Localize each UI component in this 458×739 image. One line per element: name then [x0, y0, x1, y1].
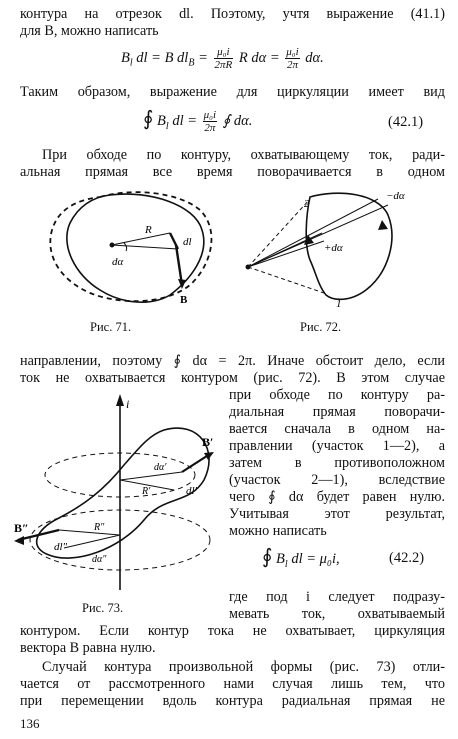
text-line-12: при перемещении вдоль контура радиальная прямая не: [20, 693, 445, 709]
text-line-5: альная прямая все время поворачивается в одном: [20, 164, 445, 180]
side-line-9: можно написать: [229, 523, 327, 539]
figure-72-caption: Рис. 72.: [300, 320, 342, 334]
fig72-label-2: 2: [304, 198, 310, 210]
side-line-6: (участок 2—1), вследствие: [229, 472, 445, 488]
side-line-4: правлении (участок 1—2), а: [229, 438, 445, 454]
text-line-2: для B, можно написать: [20, 23, 159, 39]
fig71-label-R: R: [145, 224, 152, 236]
fig72-label-minus-da: −dα: [386, 190, 405, 202]
side-line-8: Учитывая этот результат,: [229, 506, 445, 522]
side-line-5: затем в противоположном: [229, 455, 445, 471]
fig73-label-dl1: dl′: [186, 485, 197, 497]
fig73-label-B2: B″: [14, 521, 29, 535]
fig73-label-R1: R′: [142, 486, 151, 497]
equation-3-number: (42.2): [389, 550, 425, 566]
fig73-label-da1: dα′: [154, 462, 167, 473]
fig73-label-dl2: dl″: [54, 541, 68, 553]
fig71-label-da: dα: [112, 256, 124, 268]
equation-1: $B_l$ dl = B $dl_B$ = $\frac{\text{μ₀i}}{2\pi R}$ R dα = $\frac{\text{μ₀i}}{2\pi}$ dα.: [121, 46, 324, 71]
fig73-label-R2: R″: [94, 522, 105, 533]
side-line-11: мевать ток, охватываемый: [229, 606, 445, 622]
side-line-7: чего ∮ dα будет равен нулю.: [229, 489, 445, 505]
text-line-6: направлении, поэтому ∮ dα = 2π. Иначе обстоит дело, если: [20, 353, 445, 369]
figure-71-caption: Рис. 71.: [90, 320, 132, 334]
fig73-label-da2: dα″: [92, 554, 107, 565]
text-line-9: вектора B равна нулю.: [20, 640, 156, 656]
figure-72: [238, 185, 418, 315]
fig71-label-dl: dl: [183, 236, 192, 248]
equation-2: ∮ $B_l$ dl = $\frac{\text{μ₀i}}{2\pi}$ ∮ dα.: [143, 108, 253, 135]
text-line-11: чается от рассмотренного нами случая лишь тем, что: [20, 676, 445, 692]
fig71-label-B: B: [180, 294, 188, 306]
text-line-4: При обходе по контуру, охватывающему ток, ради-: [42, 147, 445, 163]
text-line-3: Таким образом, выражение для циркуляции имеет вид: [20, 84, 445, 100]
equation-2-number: (42.1): [388, 114, 424, 130]
figure-71: [40, 185, 240, 315]
text-line-8: контуром. Если контур тока не охватывает, циркуляция: [20, 623, 445, 639]
side-line-10: где под i следует подразу-: [229, 589, 445, 605]
fig72-label-1: 1: [336, 298, 342, 310]
text-line-10: Случай контура произвольной формы (рис. 73) отли-: [42, 659, 445, 675]
page-number: 136: [20, 716, 40, 731]
side-line-3: вается сначала в одном на-: [229, 421, 445, 437]
figure-73: [14, 390, 224, 595]
text-line-7: ток не охватывается контуром (рис. 72). В этом случае: [20, 370, 445, 386]
fig73-label-i: i: [126, 397, 130, 411]
fig73-label-B1: B′: [202, 435, 214, 449]
figure-73-caption: Рис. 73.: [82, 601, 124, 615]
text-line-1: контура на отрезок dl. Поэтому, учтя выражение (41.1): [20, 6, 445, 22]
side-line-2: диальная прямая поворачи-: [229, 404, 445, 420]
side-line-1: при обходе по контуру ра-: [229, 387, 445, 403]
fig72-label-plus-da: +dα: [324, 242, 343, 254]
equation-3: ∮ $B_l$ dl = μ₀i,: [262, 546, 340, 570]
